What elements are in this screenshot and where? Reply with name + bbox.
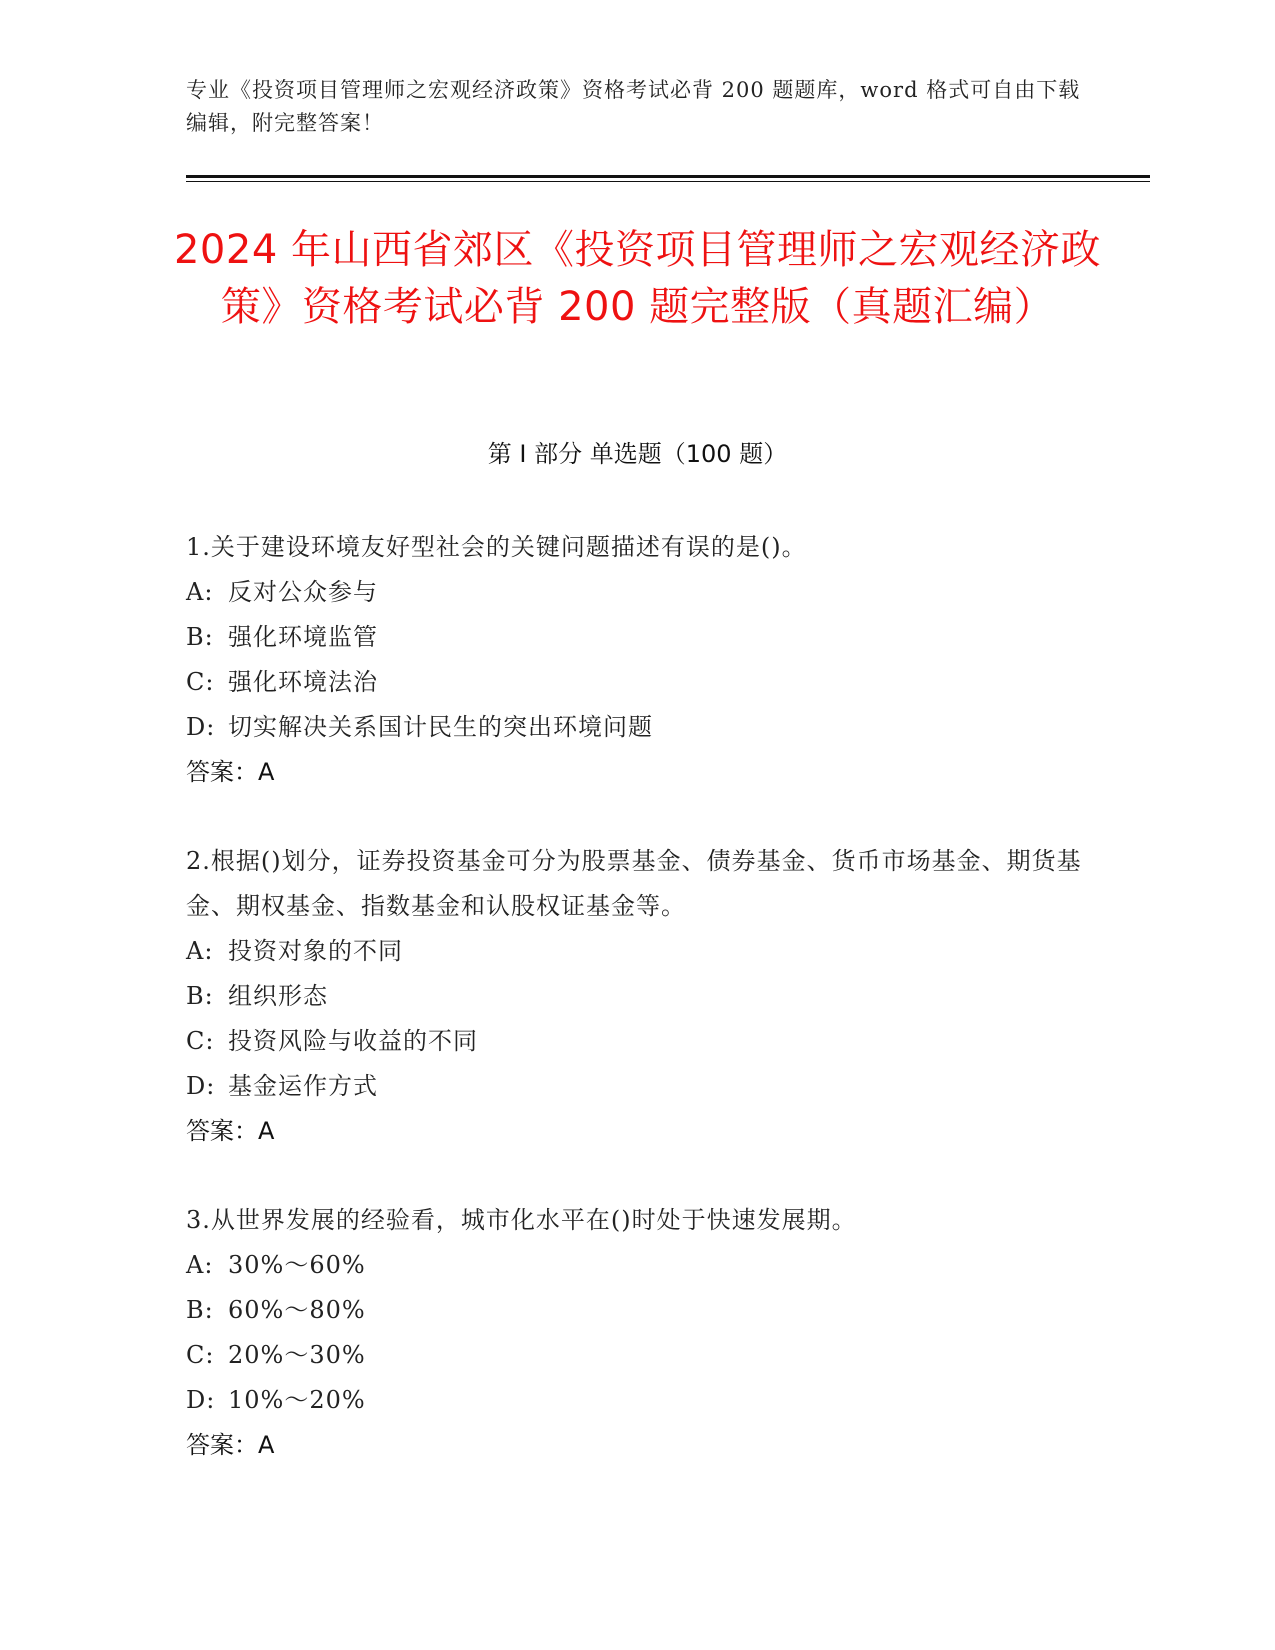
option-d bbox=[186, 1064, 1086, 1109]
option-text: 30%～60% bbox=[228, 1251, 366, 1279]
option-b bbox=[186, 974, 1086, 1019]
question-stem: 1.关于建设环境友好型社会的关键问题描述有误的是()。 bbox=[186, 533, 807, 561]
option-c bbox=[186, 1333, 1086, 1378]
option-text: 60%～80% bbox=[228, 1296, 366, 1324]
option-key: B: bbox=[186, 1296, 214, 1324]
option-c bbox=[186, 1019, 1086, 1064]
option-a bbox=[186, 570, 1086, 615]
header-note: 专业《投资项目管理师之宏观经济政策》资格考试必背 200 题题库，word 格式可自由下载编辑，附完整答案！ bbox=[186, 78, 1081, 135]
option-text: 20%～30% bbox=[228, 1341, 366, 1369]
option-text: 强化环境法治 bbox=[228, 668, 378, 696]
question-3 bbox=[186, 1198, 1086, 1468]
option-key: A: bbox=[186, 937, 214, 965]
section-title: 第 I 部分 单选题（100 题） bbox=[487, 440, 788, 468]
option-text: 强化环境监管 bbox=[228, 623, 378, 651]
option-text: 反对公众参与 bbox=[228, 578, 378, 606]
option-key: C: bbox=[186, 1341, 215, 1369]
answer-line: 答案：A bbox=[186, 758, 275, 786]
option-text: 基金运作方式 bbox=[228, 1072, 378, 1100]
option-key: D: bbox=[186, 1072, 216, 1100]
option-key: D: bbox=[186, 1386, 216, 1414]
document-title: 2024 年山西省郊区《投资项目管理师之宏观经济政策》资格考试必背 200 题完整版（真题汇编） bbox=[173, 227, 1101, 330]
option-text: 10%～20% bbox=[228, 1386, 366, 1414]
question-stem: 2.根据()划分，证券投资基金可分为股票基金、债券基金、货币市场基金、期货基金、期权基金、指数基金和认股权证基金等。 bbox=[186, 847, 1082, 920]
question-1 bbox=[186, 525, 1086, 795]
option-key: C: bbox=[186, 668, 215, 696]
option-key: D: bbox=[186, 713, 216, 741]
option-text: 投资风险与收益的不同 bbox=[228, 1027, 478, 1055]
option-c bbox=[186, 660, 1086, 705]
header-rule-thick bbox=[186, 175, 1150, 178]
option-b bbox=[186, 1288, 1086, 1333]
option-key: B: bbox=[186, 623, 214, 651]
option-a bbox=[186, 1243, 1086, 1288]
option-key: A: bbox=[186, 578, 214, 606]
question-stem: 3.从世界发展的经验看，城市化水平在()时处于快速发展期。 bbox=[186, 1206, 857, 1234]
option-text: 组织形态 bbox=[228, 982, 328, 1010]
option-key: A: bbox=[186, 1251, 214, 1279]
question-list bbox=[186, 525, 1086, 1512]
option-d bbox=[186, 1378, 1086, 1423]
option-b bbox=[186, 615, 1086, 660]
option-text: 投资对象的不同 bbox=[228, 937, 403, 965]
option-text: 切实解决关系国计民生的突出环境问题 bbox=[228, 713, 653, 741]
answer-line: 答案：A bbox=[186, 1431, 275, 1459]
option-key: C: bbox=[186, 1027, 215, 1055]
option-d bbox=[186, 705, 1086, 750]
question-2 bbox=[186, 839, 1086, 1154]
option-a bbox=[186, 929, 1086, 974]
answer-line: 答案：A bbox=[186, 1117, 275, 1145]
header-rule-thin bbox=[186, 181, 1150, 182]
option-key: B: bbox=[186, 982, 214, 1010]
